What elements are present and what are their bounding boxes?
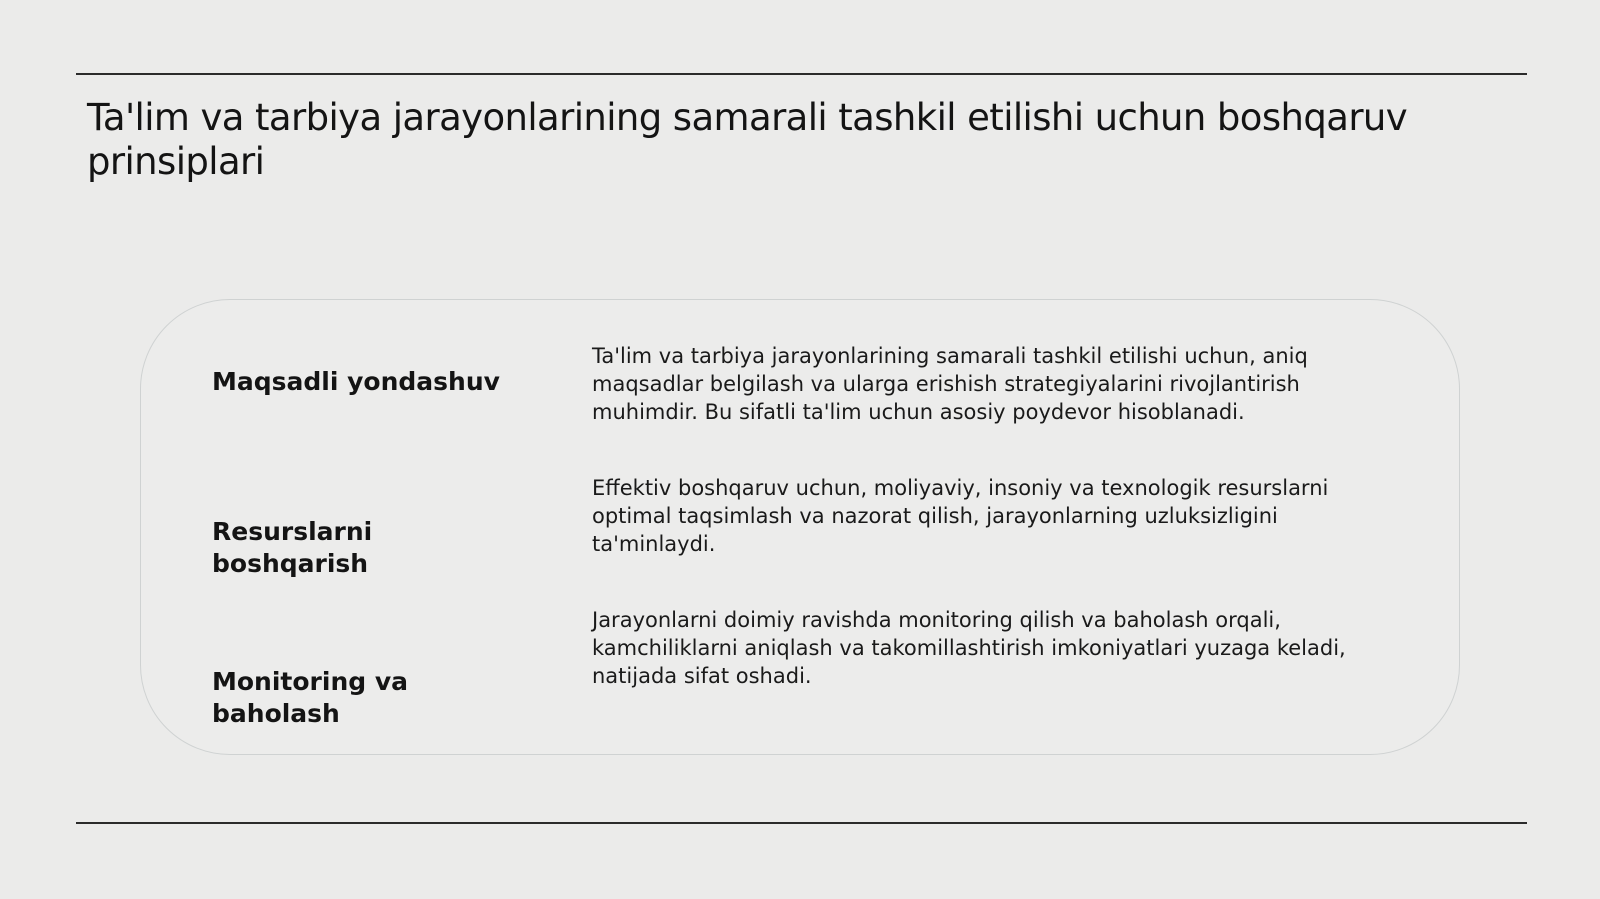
principle-description-monitoring: Jarayonlarni doimiy ravishda monitoring qilish va baholash orqali, kamchiliklarni aniqlash va takomillashtirish imkoniyatlari yuzaga keladi, natijada sifat oshadi. xyxy=(592,608,1346,688)
top-divider xyxy=(76,73,1527,75)
principle-label-goal-oriented: Maqsadli yondashuv xyxy=(212,367,500,396)
principle-label-monitoring: Monitoring va baholash xyxy=(212,667,409,728)
principle-description-resource-management: Effektiv boshqaruv uchun, moliyaviy, insoniy va texnologik resurslarni optimal taqsimlash va nazorat qilish, jarayonlarning uzluksizligini ta'minlaydi. xyxy=(592,476,1329,556)
slide-title: Ta'lim va tarbiya jarayonlarining samarali tashkil etilishi uchun boshqaruv prinsiplari xyxy=(87,96,1408,183)
bottom-divider xyxy=(76,822,1527,824)
principle-description-goal-oriented: Ta'lim va tarbiya jarayonlarining samarali tashkil etilishi uchun, aniq maqsadlar belgilash va ularga erishish strategiyalarini rivojlantirish muhimdir. Bu sifatli ta'lim uchun asosiy poydevor hisoblanadi. xyxy=(592,344,1308,424)
principle-label-resource-management: Resurslarni boshqarish xyxy=(212,517,373,578)
